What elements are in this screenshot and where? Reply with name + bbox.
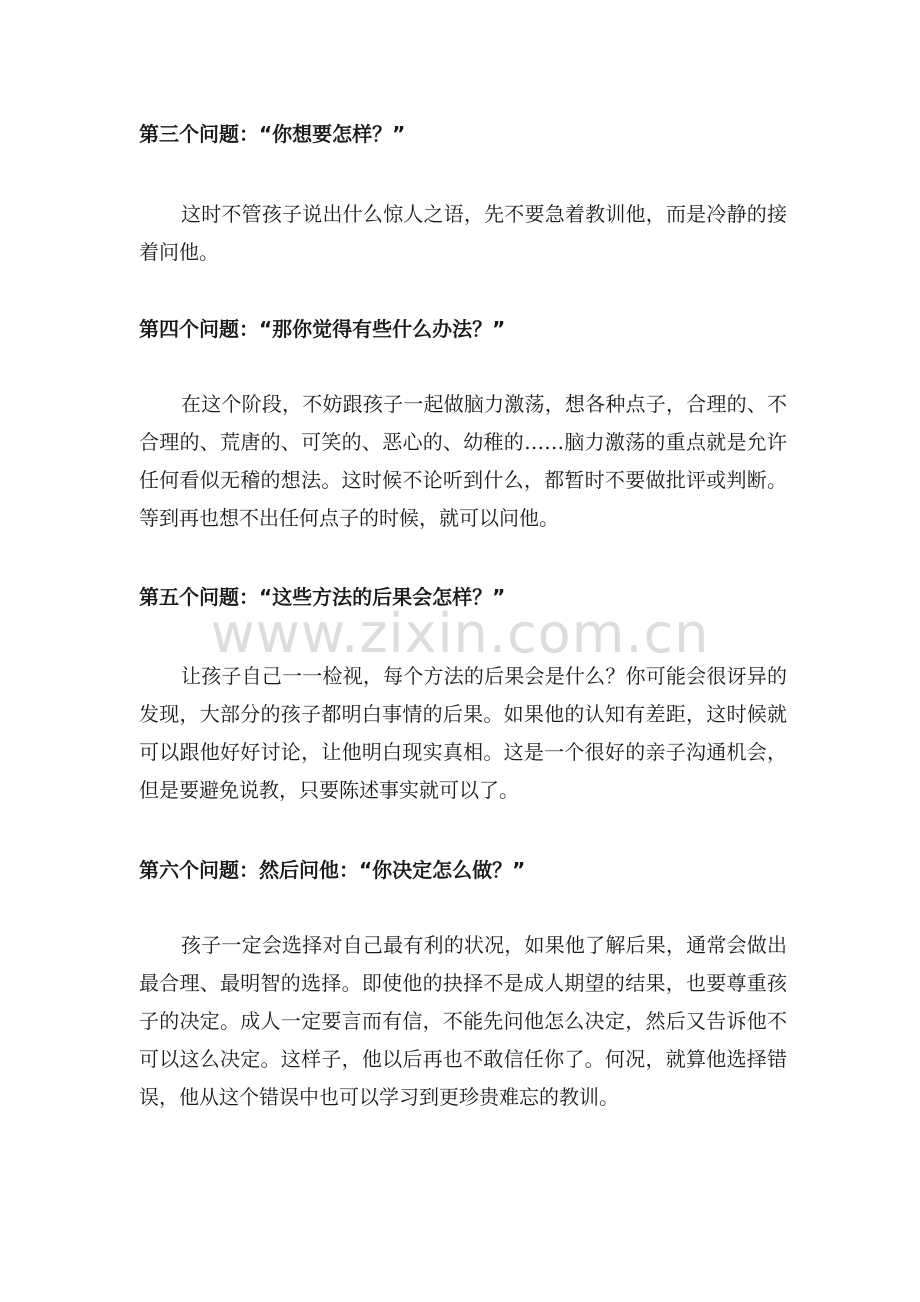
watermark: www.zixin.com.cn bbox=[210, 602, 710, 665]
section-heading-3: 第三个问题：“你想要怎样？” bbox=[139, 122, 406, 146]
section-paragraph-4: 在这个阶段，不妨跟孩子一起做脑力激荡，想各种点子，合理的、不合理的、荒唐的、可笑的、恶心的、幼稚的……脑力激荡的重点就是允许任何看似无稽的想法。这时候不论听到什么，都暂时不要做批评或判断。等到再也想不出任何点子的时候，就可以问他。 bbox=[139, 392, 787, 530]
section-paragraph-3: 这时不管孩子说出什么惊人之语，先不要急着教训他，而是冷静的接着问他。 bbox=[139, 202, 787, 264]
section-paragraph-5: 让孩子自己一一检视，每个方法的后果会是什么？你可能会很讶异的发现，大部分的孩子都明白事情的后果。如果他的认知有差距，这时候就可以跟他好好讨论，让他明白现实真相。这是一个很好的亲子沟通机会，但是要避免说教，只要陈述事实就可以了。 bbox=[139, 664, 787, 802]
section-heading-6: 第六个问题：然后问他：“你决定怎么做？” bbox=[139, 858, 526, 882]
section-heading-5: 第五个问题：“这些方法的后果会怎样？” bbox=[139, 585, 506, 609]
section-paragraph-6: 孩子一定会选择对自己最有利的状况，如果他了解后果，通常会做出最合理、最明智的选择。即使他的抉择不是成人期望的结果，也要尊重孩子的决定。成人一定要言而有信，不能先问他怎么决定，然后又告诉他不可以这么决定。这样子，他以后再也不敢信任你了。何况，就算他选择错误，他从这个错误中也可以学习到更珍贵难忘的教训。 bbox=[139, 933, 787, 1109]
section-heading-4: 第四个问题：“那你觉得有些什么办法？” bbox=[139, 317, 506, 341]
